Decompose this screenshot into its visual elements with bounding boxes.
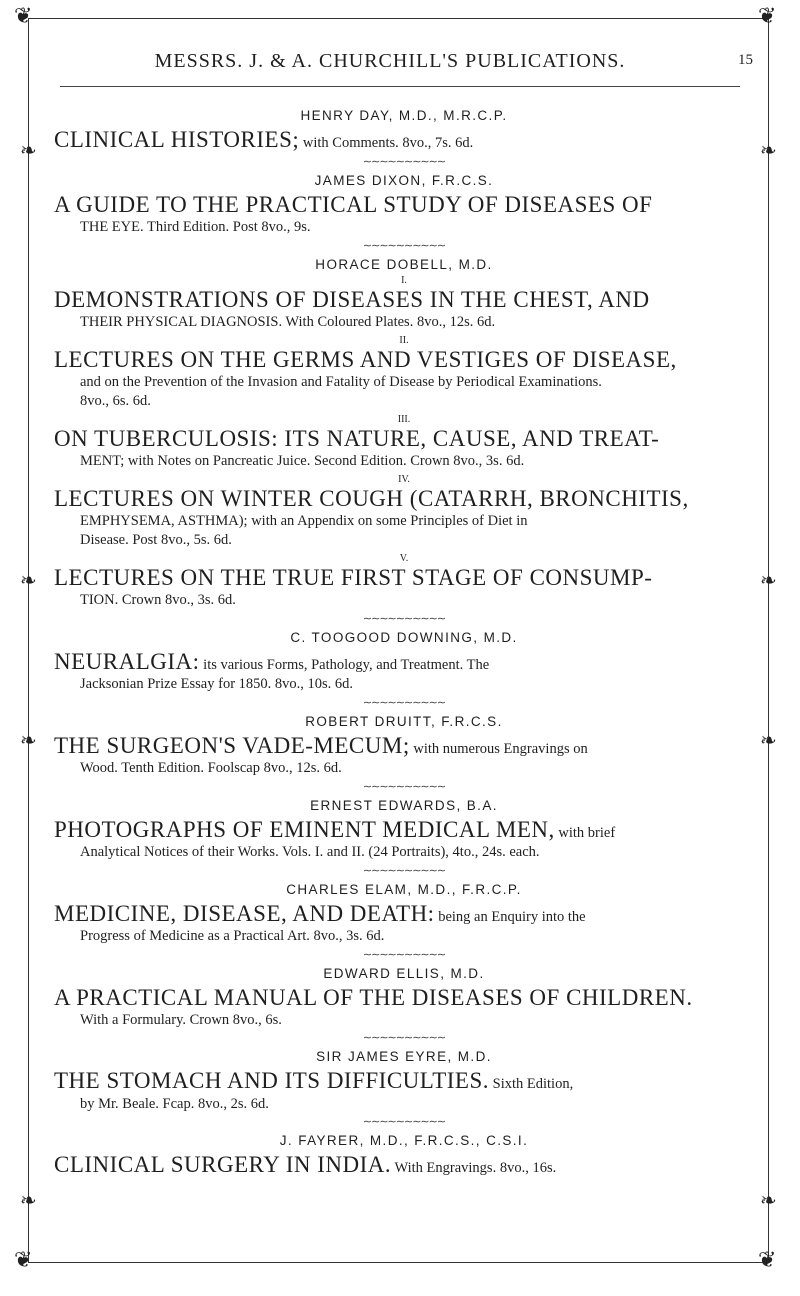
author-name: JAMES DIXON, F.R.C.S. (314, 173, 494, 189)
book-listing (54, 816, 754, 862)
book-first-line (54, 1067, 754, 1094)
corner-ornament-icon: ❦ (758, 4, 777, 29)
page-number: 15 (738, 52, 753, 68)
book-listing (54, 1151, 754, 1178)
book-detail-line: 8vo., 6s. 6d. (80, 393, 151, 410)
book-detail-line: Progress of Medicine as a Practical Art. 8vo., 3s. 6d. (80, 927, 385, 944)
book-listing (54, 425, 754, 471)
book-details: With Engravings. 8vo., 16s. (391, 1160, 557, 1177)
book-listing (54, 1067, 754, 1113)
book-details: Sixth Edition, (489, 1076, 574, 1093)
side-ornament-icon: ❧ (760, 728, 777, 752)
side-ornament-icon: ❧ (20, 138, 37, 162)
side-ornament-icon: ❧ (20, 1188, 37, 1212)
book-detail-line: THEIR PHYSICAL DIAGNOSIS. With Coloured Plates. 8vo., 12s. 6d. (80, 314, 496, 331)
book-details: being an Enquiry into the (434, 908, 586, 925)
book-detail-line: and on the Prevention of the Invasion and Fatality of Disease by Periodical Examinations. (80, 374, 602, 391)
side-ornament-icon: ❧ (20, 728, 37, 752)
frame-right-rule (768, 18, 769, 1262)
book-first-line (54, 984, 754, 1011)
book-first-line (54, 1151, 754, 1178)
book-title: ON TUBERCULOSIS: ITS NATURE, CAUSE, AND TREAT- (54, 425, 660, 451)
wavy-divider-icon: ∼∼∼∼∼∼∼∼∼∼ (362, 239, 446, 253)
wavy-divider-icon: ∼∼∼∼∼∼∼∼∼∼ (362, 611, 446, 625)
book-details: with Comments. 8vo., 7s. 6d. (299, 135, 474, 151)
book-title: LECTURES ON THE GERMS AND VESTIGES OF DISEASE, (54, 347, 677, 373)
book-first-line (54, 346, 754, 373)
book-detail-line: EMPHYSEMA, ASTHMA); with an Appendix on some Principles of Diet in (80, 512, 528, 529)
book-first-line (54, 286, 754, 313)
volume-numeral: III. (397, 413, 411, 425)
frame-left-rule (28, 18, 29, 1262)
book-first-line (54, 732, 754, 759)
publication-entry (54, 257, 754, 626)
book-title: MEDICINE, DISEASE, AND DEATH: (54, 900, 435, 926)
book-detail-line: Disease. Post 8vo., 5s. 6d. (80, 531, 232, 548)
book-title: DEMONSTRATIONS OF DISEASES IN THE CHEST, AND (54, 287, 650, 313)
wavy-divider-icon: ∼∼∼∼∼∼∼∼∼∼ (362, 1115, 446, 1129)
book-first-line (54, 900, 754, 927)
book-title: PHOTOGRAPHS OF EMINENT MEDICAL MEN, (54, 816, 555, 842)
corner-ornament-icon: ❦ (14, 4, 33, 29)
author-name: SIR JAMES EYRE, M.D. (316, 1049, 492, 1065)
book-details: its various Forms, Pathology, and Treatment. The (199, 656, 490, 673)
book-title: NEURALGIA: (54, 648, 200, 674)
book-listing (54, 900, 754, 946)
wavy-divider-icon: ∼∼∼∼∼∼∼∼∼∼ (362, 1031, 446, 1045)
book-title: CLINICAL HISTORIES; (54, 127, 300, 152)
book-listing (54, 191, 754, 237)
book-details: with numerous Engravings on (409, 740, 588, 757)
book-first-line (54, 648, 754, 675)
book-first-line (54, 126, 754, 153)
book-listing (54, 732, 754, 778)
frame-bottom-rule (28, 1262, 768, 1263)
book-first-line (54, 816, 754, 843)
book-title: LECTURES ON WINTER COUGH (CATARRH, BRONCHITIS, (54, 485, 689, 511)
author-name: CHARLES ELAM, M.D., F.R.C.P. (286, 881, 522, 897)
author-name: C. TOOGOOD DOWNING, M.D. (290, 629, 518, 645)
publication-entry (54, 882, 754, 962)
book-listing (54, 648, 754, 694)
publication-list (54, 108, 754, 1181)
book-listing (54, 286, 754, 332)
book-title: THE SURGEON'S VADE-MECUM; (54, 732, 410, 758)
author-name: HENRY DAY, M.D., M.R.C.P. (300, 108, 508, 123)
side-ornament-icon: ❧ (760, 568, 777, 592)
book-detail-line: With a Formulary. Crown 8vo., 6s. (80, 1011, 282, 1028)
author-name: EDWARD ELLIS, M.D. (323, 965, 485, 981)
book-detail-line: TION. Crown 8vo., 3s. 6d. (80, 591, 236, 608)
volume-numeral: V. (399, 552, 409, 564)
book-first-line (54, 191, 754, 218)
author-name: ROBERT DRUITT, F.R.C.S. (305, 713, 503, 729)
publication-entry (54, 798, 754, 878)
book-first-line (54, 485, 754, 512)
frame-top-rule (28, 18, 768, 19)
book-detail-line: Jacksonian Prize Essay for 1850. 8vo., 10s. 6d. (80, 675, 354, 692)
author-name: J. FAYRER, M.D., F.R.C.S., C.S.I. (279, 1133, 529, 1149)
corner-ornament-icon: ❦ (14, 1248, 33, 1273)
publication-entry (54, 173, 754, 253)
book-detail-line: MENT; with Notes on Pancreatic Juice. Second Edition. Crown 8vo., 3s. 6d. (80, 453, 525, 469)
wavy-divider-icon: ∼∼∼∼∼∼∼∼∼∼ (362, 155, 446, 169)
book-first-line (54, 425, 754, 452)
book-listing (54, 126, 754, 153)
side-ornament-icon: ❧ (760, 1188, 777, 1212)
book-listing (54, 346, 754, 411)
wavy-divider-icon: ∼∼∼∼∼∼∼∼∼∼ (362, 947, 446, 961)
book-listing (54, 485, 754, 550)
running-header: MESSRS. J. & A. CHURCHILL'S PUBLICATIONS. (154, 50, 626, 72)
book-detail-line: Wood. Tenth Edition. Foolscap 8vo., 12s. 6d. (80, 759, 342, 776)
volume-numeral: II. (399, 335, 409, 347)
publication-entry (54, 630, 754, 710)
wavy-divider-icon: ∼∼∼∼∼∼∼∼∼∼ (362, 863, 446, 877)
wavy-divider-icon: ∼∼∼∼∼∼∼∼∼∼ (362, 779, 446, 793)
book-title: A PRACTICAL MANUAL OF THE DISEASES OF CHILDREN. (54, 984, 693, 1010)
side-ornament-icon: ❧ (760, 138, 777, 162)
book-title: LECTURES ON THE TRUE FIRST STAGE OF CONSUMP- (54, 564, 653, 590)
book-listing (54, 564, 754, 610)
book-listing (54, 984, 754, 1030)
wavy-divider-icon: ∼∼∼∼∼∼∼∼∼∼ (362, 695, 446, 709)
book-detail-line: by Mr. Beale. Fcap. 8vo., 2s. 6d. (80, 1095, 269, 1112)
corner-ornament-icon: ❦ (758, 1248, 777, 1273)
book-details: with brief (554, 824, 616, 841)
book-title: CLINICAL SURGERY IN INDIA. (54, 1152, 392, 1178)
volume-numeral: I. (401, 275, 407, 287)
side-ornament-icon: ❧ (20, 568, 37, 592)
publication-entry (54, 714, 754, 794)
book-first-line (54, 564, 754, 591)
publication-entry (54, 1133, 754, 1178)
book-title: THE STOMACH AND ITS DIFFICULTIES. (54, 1068, 490, 1094)
author-name: ERNEST EDWARDS, B.A. (310, 797, 498, 813)
volume-numeral: IV. (398, 473, 410, 485)
header-rule (60, 86, 740, 87)
publication-entry (54, 1049, 754, 1129)
publication-entry (54, 966, 754, 1046)
book-detail-line: THE EYE. Third Edition. Post 8vo., 9s. (80, 219, 311, 236)
publication-entry (54, 108, 754, 169)
book-title: A GUIDE TO THE PRACTICAL STUDY OF DISEASES OF (54, 192, 653, 218)
author-name: HORACE DOBELL, M.D. (315, 257, 493, 273)
book-detail-line: Analytical Notices of their Works. Vols. I. and II. (24 Portraits), 4to., 24s. each. (80, 843, 540, 860)
